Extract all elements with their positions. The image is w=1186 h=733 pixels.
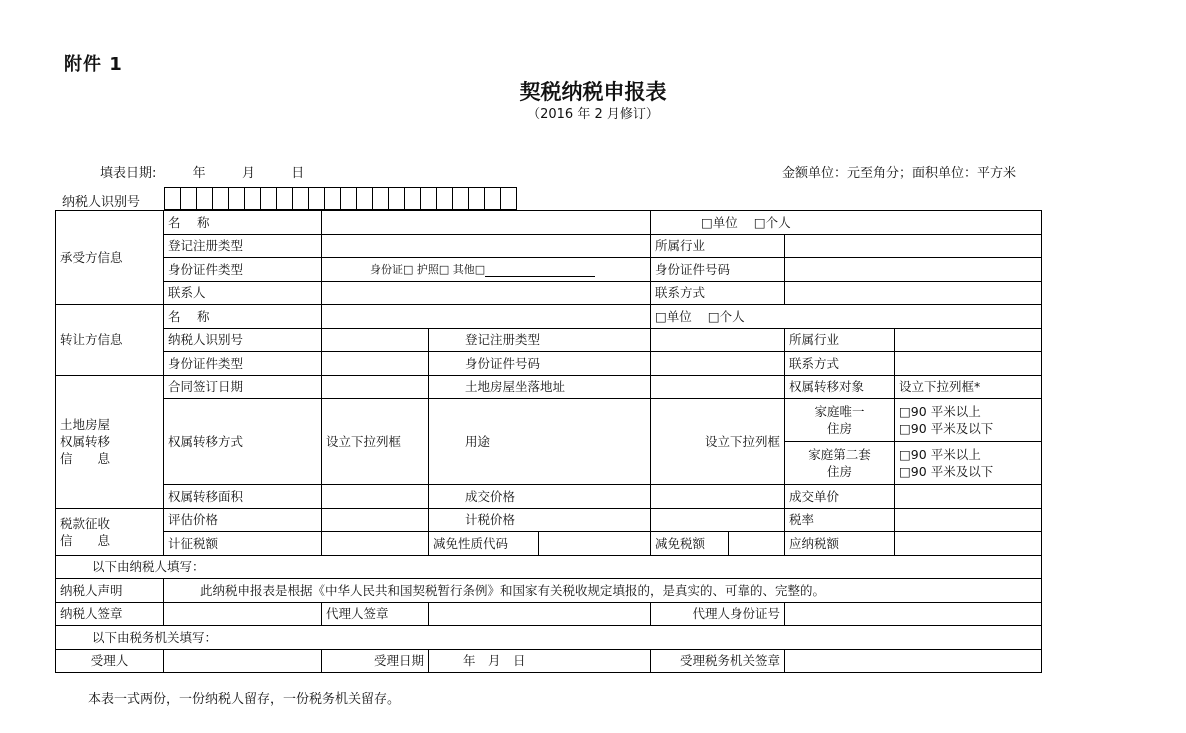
assignee-contact-field[interactable] (322, 281, 651, 305)
attachment-label: 附件 1 (64, 54, 123, 75)
taxpayer-sign-label: 纳税人签章 (56, 602, 164, 626)
agent-id-label: 代理人身份证号 (651, 602, 785, 626)
agent-sign-label: 代理人签章 (322, 602, 429, 626)
receiver-field[interactable] (164, 649, 322, 673)
assignee-person-checkbox[interactable]: □个人 (753, 214, 791, 230)
payable-label: 应纳税额 (785, 532, 895, 556)
tax-section-l2: 信 息 (60, 532, 111, 548)
form-title: 契税纳税申报表 (519, 79, 667, 104)
transferor-type[interactable] (651, 305, 1042, 329)
property-section (56, 375, 164, 508)
second-home-options[interactable] (895, 442, 1042, 485)
assignee-contact-method-label: 联系方式 (651, 281, 785, 305)
assessed-price-label: 评估价格 (164, 508, 322, 532)
transferor-id-number-field[interactable] (651, 352, 785, 376)
assignee-unit-checkbox[interactable]: □单位 (701, 214, 738, 230)
assignee-type[interactable] (651, 211, 1042, 235)
declaration-label: 纳税人声明 (56, 579, 164, 603)
taxpayer-fill-heading: 以下由纳税人填写： (56, 555, 1042, 579)
property-section-l3: 信 息 (60, 451, 111, 466)
location-label: 土地房屋坐落地址 (429, 375, 651, 399)
office-seal-label: 受理税务机关签章 (651, 649, 785, 673)
transferor-tin-label: 纳税人识别号 (164, 328, 322, 352)
unit-price-label: 成交单价 (785, 485, 895, 509)
fill-date (100, 162, 304, 181)
agent-sign-field[interactable] (429, 602, 651, 626)
second-home-l1: 家庭第二套 (808, 447, 871, 462)
transferor-reg-type-label: 登记注册类型 (429, 328, 651, 352)
other-id-blank[interactable] (485, 264, 595, 277)
fill-date-label: 填表日期: (100, 166, 157, 181)
assignee-id-number-field[interactable] (785, 258, 1042, 282)
assessed-price-field[interactable] (322, 508, 429, 532)
transferor-id-number-label: 身份证件号码 (429, 352, 651, 376)
transferor-reg-type-field[interactable] (651, 328, 785, 352)
tax-section (56, 508, 164, 555)
only-home-label (785, 399, 895, 442)
relief-code-field[interactable] (539, 532, 651, 556)
assignee-contact-label: 联系人 (164, 281, 322, 305)
assignee-section: 承受方信息 (56, 211, 164, 305)
assignee-id-number-label: 身份证件号码 (651, 258, 785, 282)
receive-date-field[interactable]: 年 月 日 (429, 649, 651, 673)
fill-date-year: 年 (192, 166, 206, 181)
fill-date-month: 月 (241, 166, 255, 181)
transferor-id-type-label: 身份证件类型 (164, 352, 322, 376)
transfer-object-select[interactable]: 设立下拉列框* (895, 375, 1042, 399)
transferor-contact-method-field[interactable] (895, 352, 1042, 376)
transfer-object-label: 权属转移对象 (785, 375, 895, 399)
area-label: 权属转移面积 (164, 485, 322, 509)
transferor-contact-method-label: 联系方式 (785, 352, 895, 376)
property-section-l2: 权属转移 (60, 434, 111, 449)
deal-price-label: 成交价格 (429, 485, 651, 509)
tax-office-fill-heading: 以下由税务机关填写： (56, 626, 1042, 650)
property-section-l1: 土地房屋 (60, 417, 111, 432)
office-seal-field[interactable] (785, 649, 1042, 673)
unit-price-field[interactable] (895, 485, 1042, 509)
assignee-reg-type-label: 登记注册类型 (164, 234, 322, 258)
tax-section-l1: 税款征收 (60, 515, 111, 531)
unit-note: 金额单位：元至角分；面积单位：平方米 (781, 166, 1016, 181)
transferor-tin-field[interactable] (322, 328, 429, 352)
receiver-label: 受理人 (56, 649, 164, 673)
rate-field[interactable] (895, 508, 1042, 532)
only-home-below90-checkbox[interactable]: □90 平米及以下 (899, 421, 994, 436)
only-home-options[interactable] (895, 399, 1042, 442)
transferor-person-checkbox[interactable]: □个人 (707, 308, 745, 324)
assignee-id-type-options[interactable] (322, 258, 651, 282)
second-home-above90-checkbox[interactable]: □90 平米以上 (899, 447, 981, 462)
transferor-industry-field[interactable] (895, 328, 1042, 352)
assignee-name-field[interactable] (322, 211, 651, 235)
relief-code-label: 减免性质代码 (429, 532, 539, 556)
location-field[interactable] (651, 375, 785, 399)
second-home-label (785, 442, 895, 485)
only-home-l2: 住房 (826, 421, 852, 436)
contract-date-label: 合同签订日期 (164, 375, 322, 399)
assignee-id-type-label: 身份证件类型 (164, 258, 322, 282)
transferor-unit-checkbox[interactable]: □单位 (655, 308, 692, 324)
footnote: 本表一式两份，一份纳税人留存，一份税务机关留存。 (88, 692, 401, 707)
transferor-section: 转让方信息 (56, 305, 164, 376)
form-subtitle: （2016 年 2 月修订） (527, 107, 659, 122)
tax-declaration-table (55, 210, 1042, 673)
fill-date-day: 日 (291, 166, 305, 181)
assignee-contact-method-field[interactable] (785, 281, 1042, 305)
only-home-above90-checkbox[interactable]: □90 平米以上 (899, 404, 981, 419)
assignee-name-label: 名 称 (164, 211, 322, 235)
usage-label: 用途 (429, 399, 651, 485)
transferor-name-field[interactable] (322, 305, 651, 329)
assignee-industry-label: 所属行业 (651, 234, 785, 258)
receive-date-label: 受理日期 (322, 649, 429, 673)
second-home-below90-checkbox[interactable]: □90 平米及以下 (899, 464, 994, 479)
tax-amount-label: 计征税额 (164, 532, 322, 556)
second-home-l2: 住房 (826, 464, 852, 479)
relief-amount-field[interactable] (729, 532, 785, 556)
transferor-id-type-field[interactable] (322, 352, 429, 376)
tax-amount-field[interactable] (322, 532, 429, 556)
relief-amount-label: 减免税额 (651, 532, 729, 556)
rate-label: 税率 (785, 508, 895, 532)
tin-label: 纳税人识别号 (62, 195, 141, 210)
transferor-name-label: 名 称 (164, 305, 322, 329)
payable-field[interactable] (895, 532, 1042, 556)
only-home-l1: 家庭唯一 (814, 404, 865, 419)
tin-input-boxes[interactable] (164, 187, 517, 209)
tax-price-field[interactable] (651, 508, 785, 532)
id-type-options-text: 身份证□ 护照□ 其他□ (370, 262, 486, 276)
assignee-industry-field[interactable] (785, 234, 1042, 258)
transfer-method-label: 权属转移方式 (164, 399, 322, 485)
assignee-reg-type-field[interactable] (322, 234, 651, 258)
area-field[interactable] (322, 485, 429, 509)
agent-id-field[interactable] (785, 602, 1042, 626)
taxpayer-sign-field[interactable] (164, 602, 322, 626)
usage-select[interactable]: 设立下拉列框 (651, 399, 785, 485)
transferor-industry-label: 所属行业 (785, 328, 895, 352)
contract-date-field[interactable] (322, 375, 429, 399)
tax-price-label: 计税价格 (429, 508, 651, 532)
deal-price-field[interactable] (651, 485, 785, 509)
transfer-method-select[interactable]: 设立下拉列框 (322, 399, 429, 485)
declaration-text: 此纳税申报表是根据《中华人民共和国契税暂行条例》和国家有关税收规定填报的，是真实的、可靠的、完整的。 (164, 579, 1042, 603)
